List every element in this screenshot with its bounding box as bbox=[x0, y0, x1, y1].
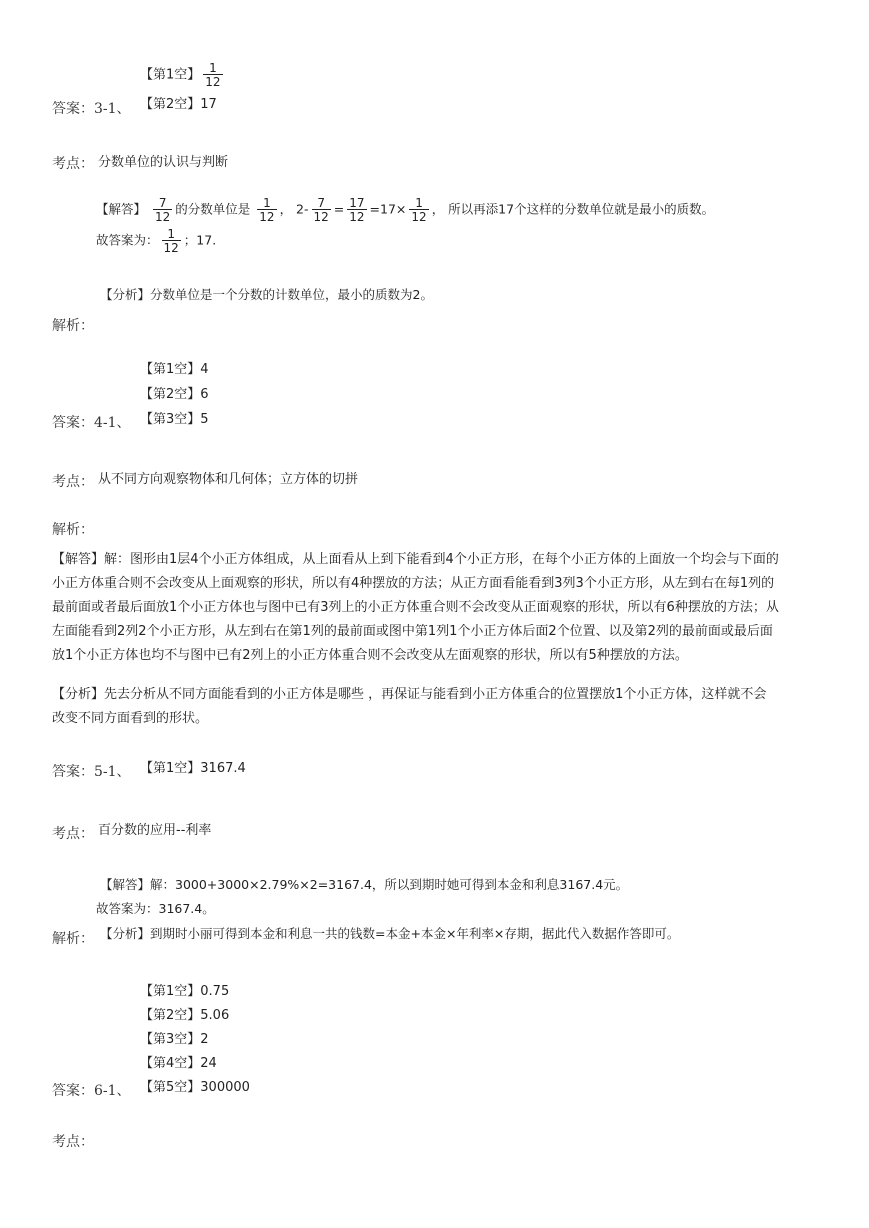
q3-kaodian-text: 分数单位的认识与判断 bbox=[98, 155, 229, 170]
q5-jiexi-label: 解析： bbox=[52, 931, 94, 947]
q5-answer-label: 答案：5-1、 bbox=[52, 764, 131, 780]
q3-blank2-value: 17 bbox=[200, 97, 217, 112]
q5-kaodian-text: 百分数的应用--利率 bbox=[98, 823, 212, 838]
q5-fenxi: 【分析】到期时小丽可得到本金和利息一共的钱数=本金+本金×年利率×存期，据此代入数据作答即可。 bbox=[100, 926, 680, 941]
q3-fraction-4: $\frac{17}{12}$ bbox=[349, 196, 365, 224]
q4-jieda-line-5: 放1个小正方体也均不与图中已有2列上的小正方体重合则不会改变从左面观察的形状，所以有5种摆放的方法。 bbox=[52, 648, 688, 663]
q3-jiexi-label: 解析： bbox=[52, 318, 94, 334]
q4-answer-label: 答案：4-1、 bbox=[52, 415, 131, 431]
q3-fraction-2: $\frac{1}{12}$ bbox=[259, 196, 275, 224]
q4-jieda-line-3: 最前面或者最后面放1个小正方体也与图中已有3列上的小正方体重合则不会改变从正面观察的形状，所以有6种摆放的方法；从 bbox=[52, 600, 779, 615]
q5-answer-is: 故答案为：3167.4。 bbox=[96, 901, 215, 916]
q3-answer-label: 答案：3-1、 bbox=[52, 101, 131, 117]
q4-fenxi-paragraph bbox=[52, 683, 822, 731]
q6-blank3: 【第3空】2 bbox=[140, 1032, 209, 1047]
q4-jieda-line-1: 【解答】解：图形由1层4个小正方体组成，从上面看从上到下能看到4个小正方形，在每个小正方体的上面放一个均会与下面的 bbox=[52, 552, 779, 567]
q4-jieda-line-2: 小正方体重合则不会改变从上面观察的形状，所以有4种摆放的方法；从正方面看能看到3列3个小正方形，从左到右在每1列的 bbox=[52, 576, 775, 591]
q3-answer-is: 故答案为： $\frac{1}{12}$ ；17. bbox=[96, 227, 217, 255]
q5-jieda: 【解答】解：3000+3000×2.79%×2=3167.4，所以到期时她可得到本金和利息3167.4元。 bbox=[100, 877, 629, 892]
q3-fenxi: 【分析】分数单位是一个分数的计数单位，最小的质数为2。 bbox=[100, 287, 433, 302]
q4-fenxi-line-2: 改变不同方面看到的形状。 bbox=[52, 711, 209, 726]
q4-kaodian-label: 考点： bbox=[52, 474, 94, 490]
q3-blank1-fraction: $\frac{1}{12}$ bbox=[205, 61, 221, 89]
q5-blank1: 【第1空】3167.4 bbox=[140, 761, 246, 776]
q4-jieda-line-4: 左面能看到2列2个小正方形，从左到右在第1列的最前面或图中第1列1个小正方体后面2个位置、以及第2列的最前面或最后面 bbox=[52, 624, 773, 639]
q6-blank1: 【第1空】0.75 bbox=[140, 984, 230, 999]
q4-kaodian-text: 从不同方向观察物体和几何体；立方体的切拼 bbox=[98, 472, 359, 487]
q5-kaodian-label: 考点： bbox=[52, 826, 94, 842]
q3-fraction-1: $\frac{7}{12}$ bbox=[155, 196, 171, 224]
q4-blank1: 【第1空】4 bbox=[140, 362, 209, 377]
q4-jiexi-label: 解析： bbox=[52, 522, 94, 538]
q3-blank1-label: 【第1空】 bbox=[140, 67, 201, 83]
q3-fraction-3: $\frac{7}{12}$ bbox=[313, 196, 329, 224]
q3-blank2-label: 【第2空】 bbox=[140, 97, 201, 112]
q4-blank2: 【第2空】6 bbox=[140, 387, 209, 402]
q6-blank2: 【第2空】5.06 bbox=[140, 1008, 230, 1023]
q6-answer-label: 答案：6-1、 bbox=[52, 1083, 131, 1099]
q3-fraction-6: $\frac{1}{12}$ bbox=[163, 227, 179, 255]
q4-blank3: 【第3空】5 bbox=[140, 412, 209, 427]
q4-jieda-paragraph bbox=[52, 548, 822, 668]
q3-jieda: 【解答】 $\frac{7}{12}$ 的分数单位是 $\frac{1}{12}$ ， 2- $\frac{7}{12}$ = $\frac{17}{12}$ =17× $\frac{1}{12}$ ， 所以再添17个这样的分数单位就是最小的质数。 bbox=[96, 196, 715, 224]
q6-blank4: 【第4空】24 bbox=[140, 1056, 217, 1071]
q6-blank5: 【第5空】300000 bbox=[140, 1080, 250, 1095]
q3-blank1 bbox=[140, 62, 226, 88]
q3-blank2 bbox=[140, 93, 217, 112]
q3-fraction-5: $\frac{1}{12}$ bbox=[411, 196, 427, 224]
q6-kaodian-label: 考点： bbox=[52, 1134, 94, 1150]
q3-kaodian-label: 考点： bbox=[52, 156, 94, 172]
q4-fenxi-line-1: 【分析】先去分析从不同方面能看到的小正方体是哪些 ，再保证与能看到小正方体重合的位置摆放1个小正方体，这样就不会 bbox=[52, 687, 767, 702]
q3-jieda-label: 【解答】 bbox=[96, 201, 147, 217]
